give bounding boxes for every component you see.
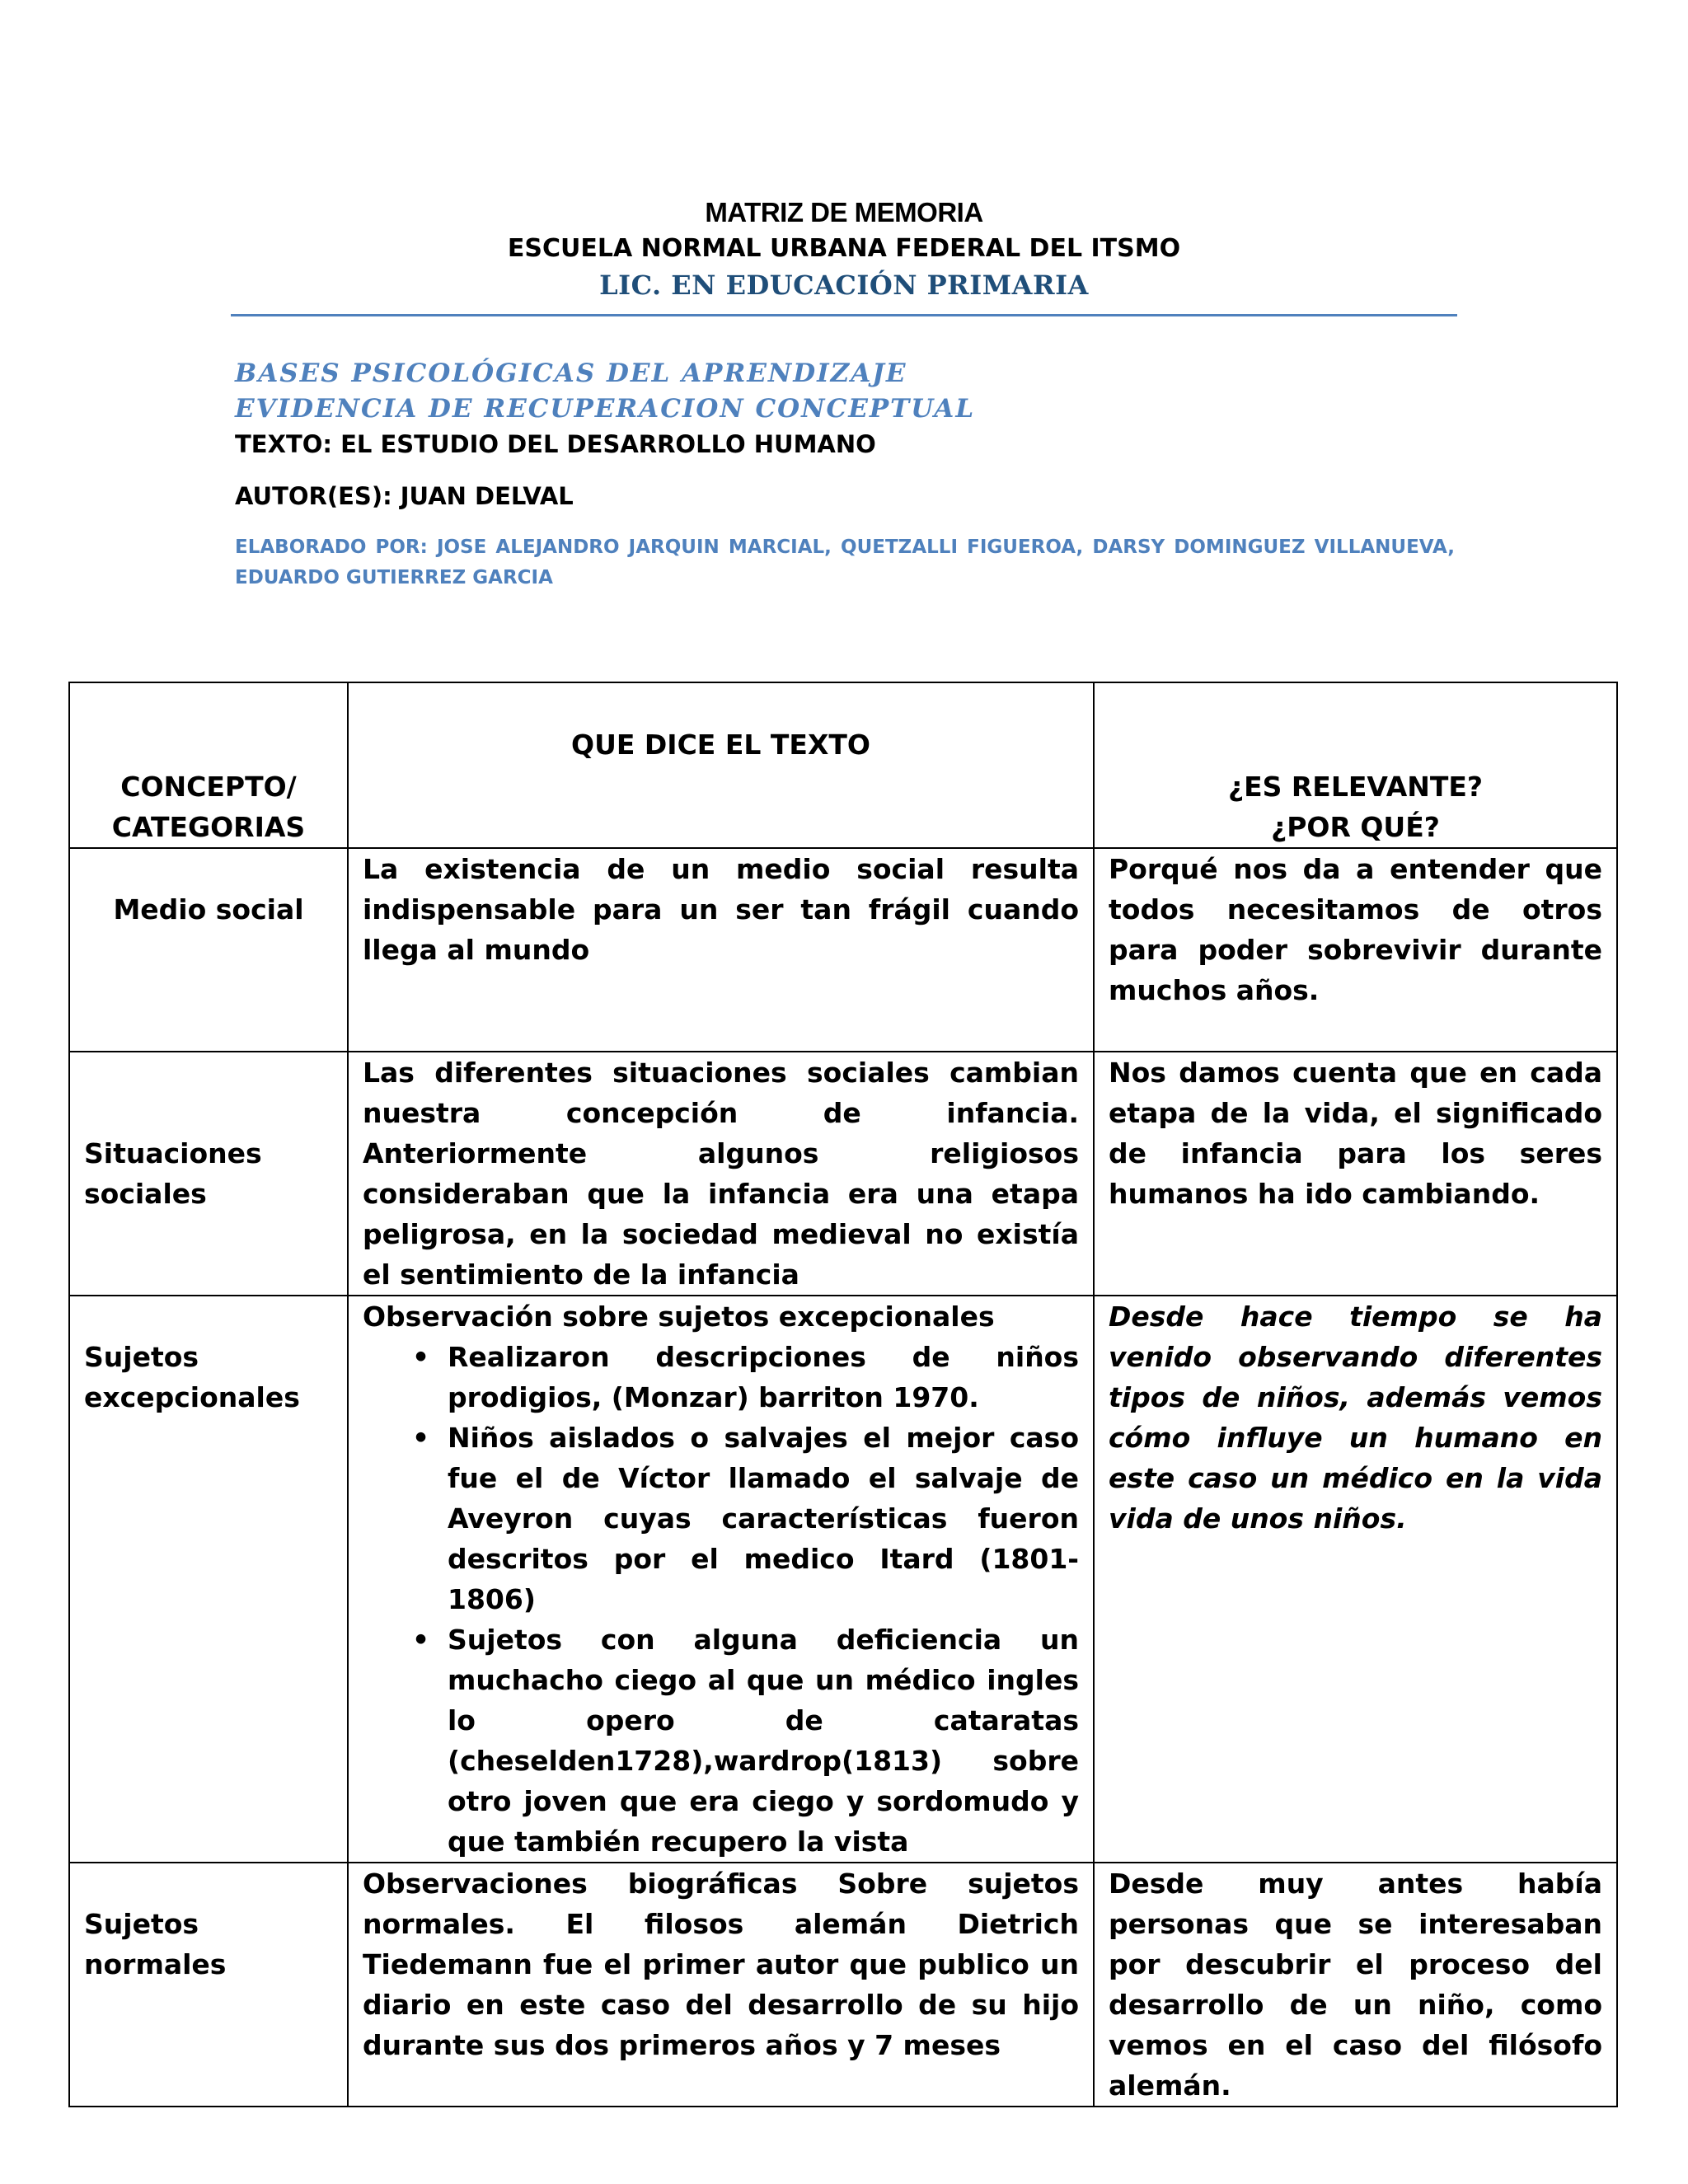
concept-cell: Sujetos excepcionales	[69, 1296, 348, 1863]
concept-cell: Sujetos normales	[69, 1863, 348, 2107]
relevance-cell: Nos damos cuenta que en cada etapa de la vida, el significado de infancia para los seres humanos ha ido cambiando.	[1094, 1052, 1617, 1296]
bullet-icon: •	[412, 1624, 430, 1656]
header-concept-line1: CONCEPTO/	[120, 771, 297, 803]
table-row	[69, 848, 1617, 1052]
text-intro: Observación sobre sujetos excepcionales	[363, 1301, 995, 1333]
bullet-icon: •	[412, 1422, 430, 1454]
list-item-text: Sujetos con alguna deficiencia un muchacho ciego al que un médico ingles lo opero de cataratas (cheselden1728),wardrop(1813) sobre otro joven que era ciego y sordomudo y que también recupero la vista	[448, 1624, 1079, 1858]
header-text-label: QUE DICE EL TEXTO	[571, 729, 870, 761]
list-item-text: Niños aislados o salvajes el mejor caso fue el de Víctor llamado el salvaje de Aveyron cuyas características fueron descritos por el medico Itard (1801-1806)	[448, 1422, 1079, 1615]
table-header-row	[69, 682, 1617, 848]
concept-cell: Medio social	[69, 848, 348, 1052]
header-concept-line2: CATEGORIAS	[111, 811, 306, 843]
text-cell: Observaciones biográficas Sobre sujetos normales. El filosos alemán Dietrich Tiedemann fue el primer autor que publico un diario en este caso del desarrollo de su hijo durante sus dos primeros años y 7 meses	[348, 1863, 1094, 2107]
document-info	[235, 356, 1455, 612]
school-name: ESCUELA NORMAL URBANA FEDERAL DEL ITSMO	[507, 234, 1181, 263]
header-divider	[231, 314, 1457, 316]
bullet-icon: •	[412, 1341, 430, 1373]
header-relevance-line2: ¿POR QUÉ?	[1271, 811, 1440, 843]
evidence-title: EVIDENCIA DE RECUPERACION CONCEPTUAL	[235, 394, 976, 424]
table-row	[69, 1296, 1617, 1863]
list-item-text: Realizaron descripciones de niños prodigios, (Monzar) barriton 1970.	[448, 1341, 1079, 1413]
header-text	[348, 682, 1094, 848]
relevance-cell: Porqué nos da a entender que todos necesitamos de otros para poder sobrevivir durante muchos años.	[1094, 848, 1617, 1052]
table-row	[69, 1052, 1617, 1296]
list-item	[363, 1418, 1079, 1619]
memory-matrix-table	[68, 682, 1618, 2107]
header-relevance	[1094, 682, 1617, 848]
relevance-cell: Desde hace tiempo se ha venido observando diferentes tipos de niños, además vemos cómo influye un humano en este caso un médico en la vida vida de unos niños.	[1094, 1296, 1617, 1863]
document-header	[0, 194, 1688, 303]
list-item	[363, 1337, 1079, 1418]
text-cell: Las diferentes situaciones sociales cambian nuestra concepción de infancia. Anteriormente algunos religiosos consideraban que la infancia era una etapa peligrosa, en la sociedad medieval no existía el sentimiento de la infancia	[348, 1052, 1094, 1296]
author-line: AUTOR(ES): JUAN DELVAL	[235, 482, 574, 510]
bullet-list	[363, 1337, 1079, 1862]
document-title: MATRIZ DE MEMORIA	[705, 197, 983, 227]
header-concept	[69, 682, 348, 848]
text-cell	[348, 1296, 1094, 1863]
list-item	[363, 1619, 1079, 1862]
header-relevance-line1: ¿ES RELEVANTE?	[1227, 771, 1484, 803]
subject-title: BASES PSICOLÓGICAS DEL APRENDIZAJE	[235, 359, 907, 388]
concept-cell: Situaciones sociales	[69, 1052, 348, 1296]
program-name: LIC. EN EDUCACIÓN PRIMARIA	[599, 269, 1089, 301]
relevance-cell: Desde muy antes había personas que se interesaban por descubrir el proceso del desarrollo de un niño, como vemos en el caso del filósofo alemán.	[1094, 1863, 1617, 2107]
prepared-by: ELABORADO POR: JOSE ALEJANDRO JARQUIN MARCIAL, QUETZALLI FIGUEROA, DARSY DOMINGUEZ VILLANUEVA, EDUARDO GUTIERREZ GARCIA	[235, 537, 1455, 588]
text-title: TEXTO: EL ESTUDIO DEL DESARROLLO HUMANO	[235, 430, 876, 458]
table-row	[69, 1863, 1617, 2107]
text-cell: La existencia de un medio social resulta indispensable para un ser tan frágil cuando llega al mundo	[348, 848, 1094, 1052]
